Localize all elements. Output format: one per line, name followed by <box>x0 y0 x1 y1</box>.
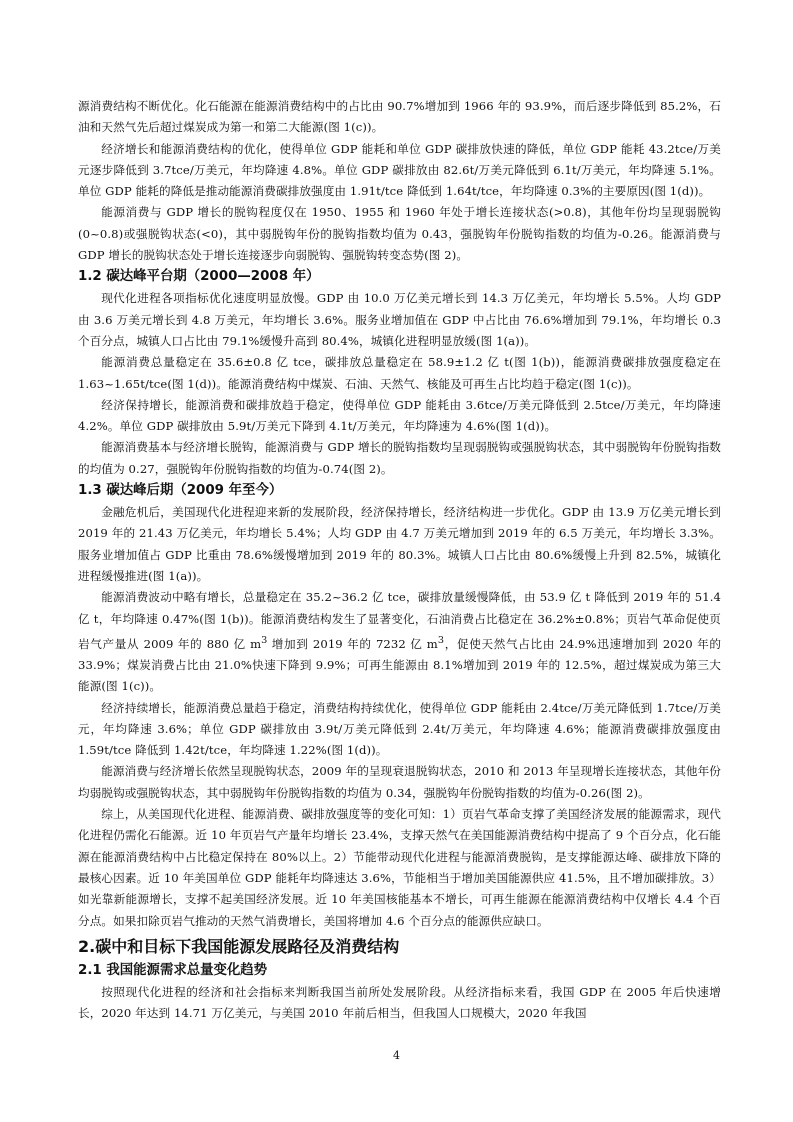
body-paragraph: 能源消费与经济增长依然呈现脱钩状态，2009 年的呈现衰退脱钩状态，2010 和 2013 年呈现增长连接状态，其他年份均弱脱钩或强脱钩状态，其中弱脱钩年份脱钩指数的均值为 0.34，强脱钩年份脱钩指数的均值为-0.26(图 2)。 <box>78 764 721 800</box>
section-heading: 2.碳中和目标下我国能源发展路径及消费结构 <box>78 936 400 956</box>
body-paragraph: 经济增长和能源消费结构的优化，使得单位 GDP 能耗和单位 GDP 碳排放快速的降低，单位 GDP 能耗 43.2tce/万美元逐步降低到 3.7tce/万美元，年均降速 4.8%。单位 GDP 碳排放由 82.6t/万美元降低到 6.1t/万美元，年均降速 5.1%。单位 GDP 能耗的降低是推动能源消费碳排放强度由 1.91t/tce 降低到 1.64t/tce，年均降速 0.3%的主要原因(图 1(d))。 <box>78 141 722 199</box>
body-paragraph: 源消费结构不断优化。化石能源在能源消费结构中的占比由 90.7%增加到 1966 年的 93.9%，而后逐步降低到 85.2%，石油和天然气先后超过煤炭成为第一和第二大能源(图 1(c))。 <box>78 99 721 135</box>
body-paragraph: 经济持续增长，能源消费总量趋于稳定，消费结构持续优化，使得单位 GDP 能耗由 2.4tce/万美元降低到 1.7tce/万美元，年均降速 3.6%；单位 GDP 碳排放由 3.9t/万美元降低到 2.4t/万美元，年均降速 4.6%；能源消费碳排放强度由 1.59t/tce 降低到 1.42t/tce，年均降速 1.22%(图 1(d))。 <box>78 700 721 758</box>
body-paragraph: 能源消费基本与经济增长脱钩，能源消费与 GDP 增长的脱钩指数均呈现弱脱钩或强脱钩状态，其中弱脱钩年份脱钩指数的均值为 0.27，强脱钩年份脱钩指数的均值为-0.74(图 2)。 <box>78 440 721 476</box>
page-number: 4 <box>393 1049 400 1062</box>
subsection-heading: 1.3 碳达峰后期（2009 年至今） <box>78 483 283 499</box>
subsection-heading: 1.2 碳达峰平台期（2000—2008 年） <box>78 269 320 285</box>
page-body <box>78 96 721 1024</box>
body-paragraph: 经济保持增长，能源消费和碳排放趋于稳定，使得单位 GDP 能耗由 3.6tce/万美元降低到 2.5tce/万美元，年均降速 4.2%。单位 GDP 碳排放由 5.9t/万美元下降到 4.1t/万美元，年均降速为 4.6%(图 1(d))。 <box>78 397 721 434</box>
body-paragraph: 按照现代化进程的经济和社会指标来判断我国当前所处发展阶段。从经济指标来看，我国 GDP 在 2005 年后快速增长，2020 年达到 14.71 万亿美元，与美国 2010 年前后相当，但我国人口规模大，2020 年我国 <box>78 984 721 1021</box>
body-paragraph: 现代化进程各项指标优化速度明显放慢。GDP 由 10.0 万亿美元增长到 14.3 万亿美元，年均增长 5.5%。人均 GDP 由 3.6 万美元增长到 4.8 万美元，年均增长 3.6%。服务业增加值在 GDP 中占比由 76.6%增加到 79.1%，年均增长 0.3 个百分点，城镇人口占比由 79.1%缓慢升高到 80.4%，城镇化进程明显放缓(图 1(a))。 <box>78 291 721 348</box>
body-paragraph: 综上，从美国现代化进程、能源消费、碳排放强度等的变化可知：1）页岩气革命支撑了美国经济发展的能源需求，现代化进程仍需化石能源。近 10 年页岩气产量年均增长 23.4%，支撑天然气在美国能源消费结构中提高了 9 个百分点，化石能源在能源消费结构中占比稳定保持在 80%以上。2）节能带动现代化进程与能源消费脱钩，是支撑能源达峰、碳排放下降的最核心因素。近 10 年美国单位 GDP 能耗年均降速达 3.6%，节能相当于增加美国能源供应 41.5%，且不增加碳排放。3）如光靠新能源增长，支撑不起美国经济发展。近 10 年美国核能基本不增长，可再生能源在能源消费结构中仅增长 4.4 个百分点。如果扣除页岩气推动的天然气消费增长，美国将增加 4.6 个百分点的能源供应缺口。 <box>78 807 721 928</box>
body-paragraph: 能源消费总量稳定在 35.6±0.8 亿 tce，碳排放总量稳定在 58.9±1.2 亿 t(图 1(b))，能源消费碳排放强度稳定在 1.63~1.65t/tce(图 1(d))。能源消费结构中煤炭、石油、天然气、核能及可再生占比均趋于稳定(图 1(c))。 <box>78 355 721 391</box>
body-paragraph: 能源消费波动中略有增长，总量稳定在 35.2~36.2 亿 tce，碳排放量缓慢降低，由 53.9 亿 t 降低到 2019 年的 51.4 亿 t，年均降速 0.47%(图 1(b))。能源消费结构发生了显著变化，石油消费占比稳定在 36.2%±0.8%；页岩气革命促使页岩气产量从 2009 年的 880 亿 $m^3$ 增加到 2019 年的 7232 亿 $m^3$，促使天然气占比由 24.9%迅速增加到 2020 年的 33.9%；煤炭消费占比由 21.0%快速下降到 9.9%；可再生能源由 8.1%增加到 2019 年的 12.5%，超过煤炭成为第三大能源(图 1(c))。 <box>78 590 722 694</box>
body-paragraph: 金融危机后，美国现代化进程迎来新的发展阶段，经济保持增长，经济结构进一步优化。GDP 由 13.9 万亿美元增长到 2019 年的 21.43 万亿美元，年均增长 5.4%；人均 GDP 由 4.7 万美元增加到 2019 年的 6.5 万美元，年均增长 3.3%。服务业增加值占 GDP 比重由 78.6%缓慢增加到 2019 年的 80.3%。城镇人口占比由 80.6%缓慢上升到 82.5%，城镇化进程缓慢推进(图 1(a))。 <box>78 505 721 583</box>
subsection-heading: 2.1 我国能源需求总量变化趋势 <box>78 962 268 978</box>
body-paragraph: 能源消费与 GDP 增长的脱钩程度仅在 1950、1955 和 1960 年处于增长连接状态(>0.8)，其他年份均呈现弱脱钩(0~0.8)或强脱钩状态(<0)，其中弱脱钩年份的脱钩指数均值为 0.43，强脱钩年份脱钩指数的均值为-0.26。能源消费与 GDP 增长的脱钩状态处于增长连接逐步向弱脱钩、强脱钩转变态势(图 2)。 <box>78 205 721 263</box>
